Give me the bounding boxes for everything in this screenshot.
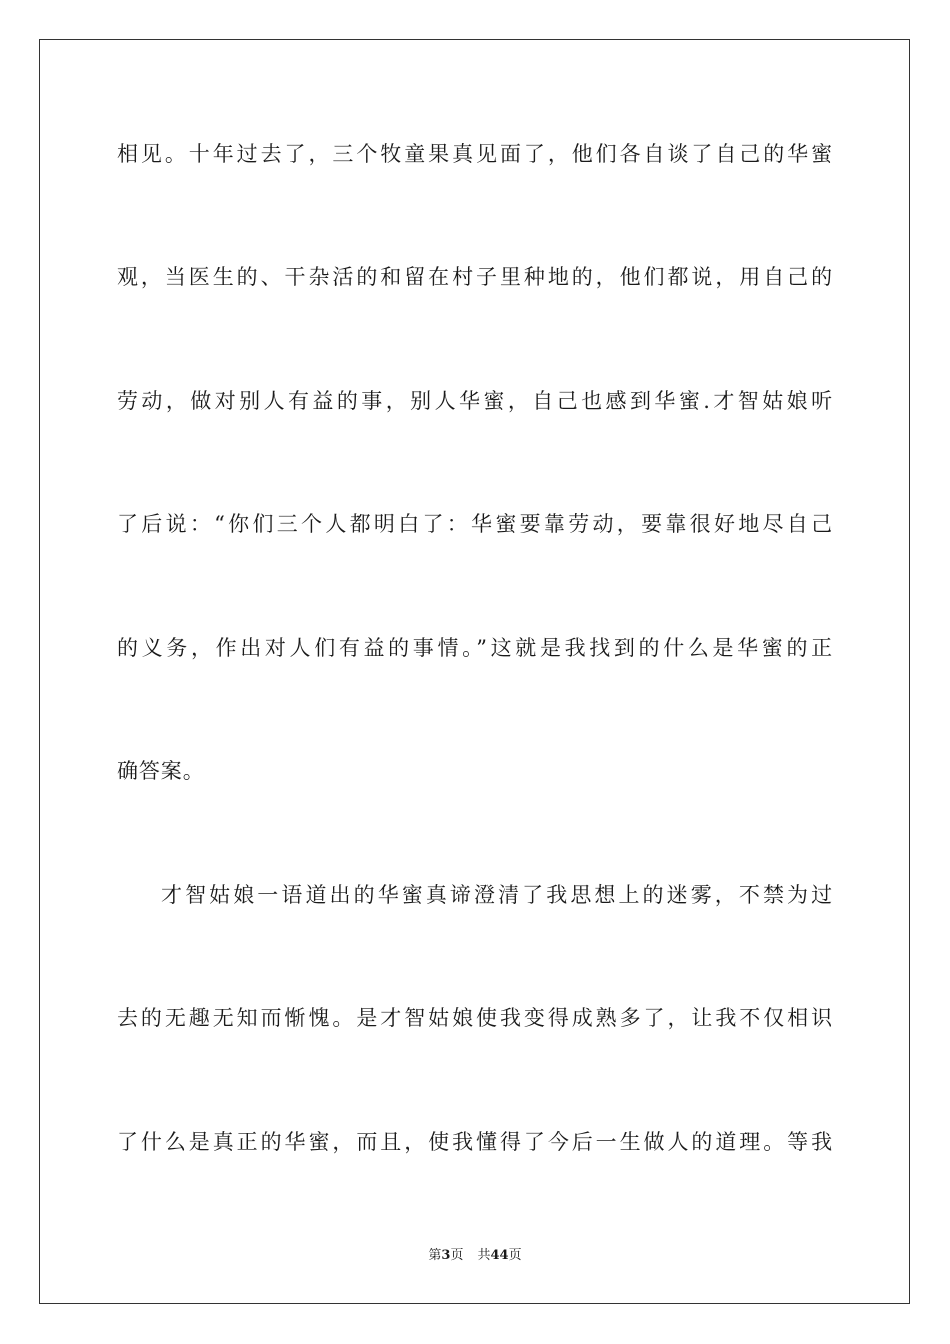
paragraph-line-1: 相见。十年过去了，三个牧童果真见面了，他们各自谈了自己的华蜜 [117,142,833,166]
paragraph-line-8: 去的无趣无知而惭愧。是才智姑娘使我变得成熟多了，让我不仅相识 [117,1006,833,1030]
page-prefix: 第 [428,1248,442,1263]
paragraph-line-7: 才智姑娘一语道出的华蜜真谛澄清了我思想上的迷雾，不禁为过 [161,883,833,907]
paragraph-line-4: 了后说：“你们三个人都明白了：华蜜要靠劳动，要靠很好地尽自己 [117,512,833,536]
page-footer [0,1247,950,1265]
paragraph-line-2: 观，当医生的、干杂活的和留在村子里种地的，他们都说，用自己的 [117,265,833,289]
page-suffix: 页 [450,1248,464,1263]
paragraph-line-9: 了什么是真正的华蜜，而且，使我懂得了今后一生做人的道理。等我 [117,1130,833,1154]
total-suffix: 页 [508,1248,522,1263]
page-number: 3 [441,1248,451,1263]
paragraph-line-6: 确答案。 [117,759,205,783]
total-pages: 44 [490,1248,509,1263]
total-prefix: 共 [477,1248,491,1263]
paragraph-line-5: 的义务，作出对人们有益的事情。”这就是我找到的什么是华蜜的正 [117,636,833,660]
paragraph-line-3: 劳动，做对别人有益的事，别人华蜜，自己也感到华蜜.才智姑娘听 [117,389,833,413]
page-border [39,39,910,1304]
